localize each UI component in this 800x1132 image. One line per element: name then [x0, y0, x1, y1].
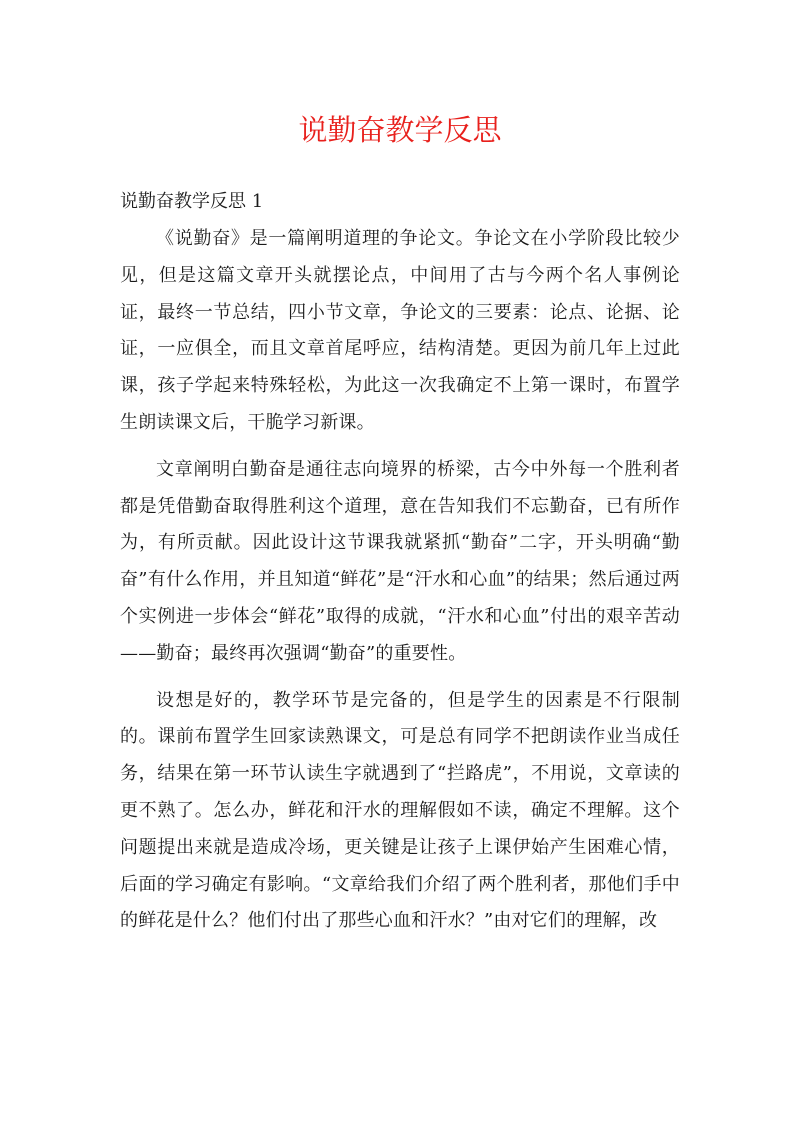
document-body [120, 184, 680, 940]
paragraph-3: 设想是好的，教学环节是完备的，但是学生的因素是不行限制的。课前布置学生回家读熟课文，可是总有同学不把朗读作业当成任务，结果在第一环节认读生字就遇到了“拦路虎”，不用说，文章读的更不熟了。怎么办，鲜花和汗水的理解假如不读，确定不理解。这个问题提出来就是造成冷场，更关键是让孩子上课伊始产生困难心情，后面的学习确定有影响。“文章给我们介绍了两个胜利者，那他们手中的鲜花是什么？他们付出了那些心血和汗水？”由对它们的理解，改 [120, 689, 680, 932]
paragraph-1: 《说勤奋》是一篇阐明道理的争论文。争论文在小学阶段比较少见，但是这篇文章开头就摆论点，中间用了古与今两个名人事例论证，最终一节总结，四小节文章，争论文的三要素：论点、论据、论证，一应俱全，而且文章首尾呼应，结构清楚。更因为前几年上过此课，孩子学起来特殊轻松，为此这一次我确定不上第一课时，布置学生朗读课文后，干脆学习新课。 [120, 228, 680, 433]
section-heading: 说勤奋教学反思 1 [120, 191, 264, 212]
document-title: 说勤奋教学反思 [298, 113, 502, 147]
paragraph-2: 文章阐明白勤奋是通往志向境界的桥梁，古今中外每一个胜利者都是凭借勤奋取得胜利这个道理，意在告知我们不忘勤奋，已有所作为，有所贡献。因此设计这节课我就紧抓“勤奋”二字，开头明确“勤奋”有什么作用，并且知道“鲜花”是“汗水和心血”的结果；然后通过两个实例进一步体会“鲜花”取得的成就，“汗水和心血”付出的艰辛苦动——勤奋；最终再次强调“勤奋”的重要性。 [120, 458, 680, 664]
